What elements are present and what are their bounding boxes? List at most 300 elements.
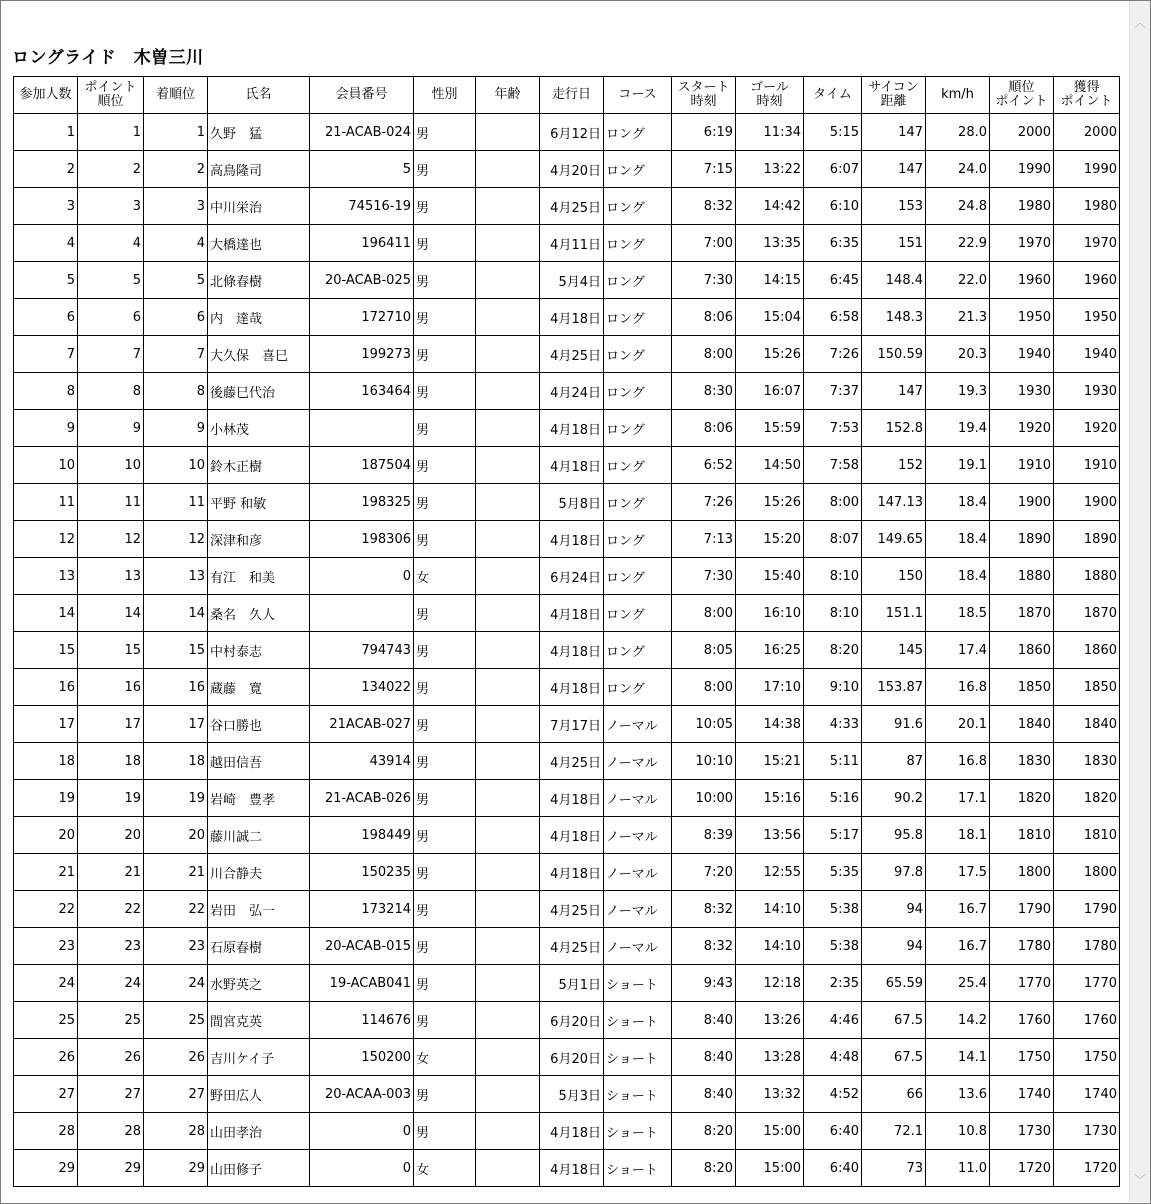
cell-course: ノーマル xyxy=(604,780,672,817)
cell-age xyxy=(476,410,540,447)
cell-point-rank: 26 xyxy=(78,1039,144,1076)
column-header-start-time: スタート 時刻 xyxy=(672,77,736,114)
cell-goal-time: 15:59 xyxy=(736,410,804,447)
cell-ride-date: 4月18日 xyxy=(540,595,604,632)
cell-earned-points: 1830 xyxy=(1054,743,1120,780)
cell-gender: 男 xyxy=(414,521,476,558)
cell-course: ノーマル xyxy=(604,928,672,965)
table-row xyxy=(14,891,1120,928)
cell-point-rank: 24 xyxy=(78,965,144,1002)
cell-age xyxy=(476,891,540,928)
cell-elapsed-time: 5:17 xyxy=(804,817,862,854)
cell-age xyxy=(476,188,540,225)
cell-cyclocomputer-distance: 72.1 xyxy=(862,1113,926,1150)
cell-start-time: 8:00 xyxy=(672,669,736,706)
cell-course: ロング xyxy=(604,373,672,410)
cell-finish-rank: 10 xyxy=(144,447,208,484)
cell-age xyxy=(476,632,540,669)
cell-course: ロング xyxy=(604,114,672,151)
cell-goal-time: 13:32 xyxy=(736,1076,804,1113)
cell-ride-date: 4月18日 xyxy=(540,410,604,447)
cell-name: 吉川ケイ子 xyxy=(208,1039,310,1076)
cell-start-time: 10:05 xyxy=(672,706,736,743)
vertical-scrollbar[interactable] xyxy=(1129,1,1150,1202)
cell-gender: 女 xyxy=(414,1039,476,1076)
table-row xyxy=(14,114,1120,151)
cell-age xyxy=(476,669,540,706)
cell-participant-count: 17 xyxy=(14,706,78,743)
cell-goal-time: 13:22 xyxy=(736,151,804,188)
table-row xyxy=(14,595,1120,632)
cell-earned-points: 1800 xyxy=(1054,854,1120,891)
cell-speed-kmh: 10.8 xyxy=(926,1113,990,1150)
cell-point-rank: 11 xyxy=(78,484,144,521)
cell-age xyxy=(476,928,540,965)
cell-course: ロング xyxy=(604,410,672,447)
cell-name: 岩田 弘一 xyxy=(208,891,310,928)
cell-ride-date: 4月25日 xyxy=(540,743,604,780)
chevron-down-icon[interactable]: ﹀ xyxy=(1133,1173,1146,1187)
cell-member-number: 0 xyxy=(310,1150,414,1187)
cell-earned-points: 2000 xyxy=(1054,114,1120,151)
cell-rank-points: 1980 xyxy=(990,188,1054,225)
cell-rank-points: 1860 xyxy=(990,632,1054,669)
cell-participant-count: 23 xyxy=(14,928,78,965)
cell-start-time: 8:00 xyxy=(672,595,736,632)
cell-finish-rank: 15 xyxy=(144,632,208,669)
cell-rank-points: 1900 xyxy=(990,484,1054,521)
cell-name: 桑名 久人 xyxy=(208,595,310,632)
cell-gender: 男 xyxy=(414,1113,476,1150)
table-row xyxy=(14,447,1120,484)
cell-finish-rank: 14 xyxy=(144,595,208,632)
cell-start-time: 8:32 xyxy=(672,928,736,965)
cell-name: 岩崎 豊孝 xyxy=(208,780,310,817)
cell-finish-rank: 4 xyxy=(144,225,208,262)
cell-gender: 男 xyxy=(414,188,476,225)
table-row xyxy=(14,1002,1120,1039)
cell-start-time: 8:32 xyxy=(672,891,736,928)
column-header-name: 氏名 xyxy=(208,77,310,114)
cell-elapsed-time: 9:10 xyxy=(804,669,862,706)
cell-gender: 女 xyxy=(414,1150,476,1187)
cell-finish-rank: 5 xyxy=(144,262,208,299)
cell-course: ロング xyxy=(604,484,672,521)
cell-participant-count: 13 xyxy=(14,558,78,595)
cell-point-rank: 5 xyxy=(78,262,144,299)
cell-gender: 男 xyxy=(414,484,476,521)
cell-member-number: 794743 xyxy=(310,632,414,669)
table-row xyxy=(14,743,1120,780)
cell-elapsed-time: 5:35 xyxy=(804,854,862,891)
cell-point-rank: 15 xyxy=(78,632,144,669)
table-body xyxy=(14,114,1120,1187)
cell-finish-rank: 25 xyxy=(144,1002,208,1039)
cell-elapsed-time: 6:07 xyxy=(804,151,862,188)
cell-speed-kmh: 22.0 xyxy=(926,262,990,299)
cell-speed-kmh: 11.0 xyxy=(926,1150,990,1187)
cell-gender: 男 xyxy=(414,706,476,743)
cell-member-number: 21-ACAB-024 xyxy=(310,114,414,151)
cell-age xyxy=(476,151,540,188)
cell-course: ロング xyxy=(604,225,672,262)
cell-participant-count: 4 xyxy=(14,225,78,262)
cell-member-number: 43914 xyxy=(310,743,414,780)
cell-course: ロング xyxy=(604,151,672,188)
cell-participant-count: 15 xyxy=(14,632,78,669)
cell-cyclocomputer-distance: 151.1 xyxy=(862,595,926,632)
cell-earned-points: 1740 xyxy=(1054,1076,1120,1113)
table-row xyxy=(14,484,1120,521)
cell-name: 内 達哉 xyxy=(208,299,310,336)
cell-speed-kmh: 18.4 xyxy=(926,484,990,521)
cell-gender: 男 xyxy=(414,817,476,854)
cell-member-number: 150200 xyxy=(310,1039,414,1076)
table-row xyxy=(14,410,1120,447)
cell-finish-rank: 28 xyxy=(144,1113,208,1150)
cell-ride-date: 4月18日 xyxy=(540,521,604,558)
cell-cyclocomputer-distance: 148.4 xyxy=(862,262,926,299)
cell-participant-count: 11 xyxy=(14,484,78,521)
cell-rank-points: 1810 xyxy=(990,817,1054,854)
cell-course: ロング xyxy=(604,262,672,299)
column-header-rank-points: 順位 ポイント xyxy=(990,77,1054,114)
cell-gender: 男 xyxy=(414,1076,476,1113)
cell-earned-points: 1730 xyxy=(1054,1113,1120,1150)
cell-point-rank: 18 xyxy=(78,743,144,780)
cell-finish-rank: 20 xyxy=(144,817,208,854)
cell-gender: 男 xyxy=(414,669,476,706)
cell-goal-time: 15:00 xyxy=(736,1113,804,1150)
cell-start-time: 9:43 xyxy=(672,965,736,1002)
cell-elapsed-time: 6:45 xyxy=(804,262,862,299)
cell-elapsed-time: 8:10 xyxy=(804,595,862,632)
cell-earned-points: 1970 xyxy=(1054,225,1120,262)
cell-course: ロング xyxy=(604,447,672,484)
cell-rank-points: 1770 xyxy=(990,965,1054,1002)
cell-goal-time: 15:26 xyxy=(736,336,804,373)
cell-rank-points: 1910 xyxy=(990,447,1054,484)
cell-cyclocomputer-distance: 94 xyxy=(862,891,926,928)
cell-course: ノーマル xyxy=(604,743,672,780)
cell-point-rank: 29 xyxy=(78,1150,144,1187)
cell-age xyxy=(476,447,540,484)
cell-elapsed-time: 6:35 xyxy=(804,225,862,262)
cell-age xyxy=(476,262,540,299)
cell-rank-points: 1750 xyxy=(990,1039,1054,1076)
cell-gender: 男 xyxy=(414,299,476,336)
cell-cyclocomputer-distance: 153.87 xyxy=(862,669,926,706)
cell-ride-date: 6月20日 xyxy=(540,1002,604,1039)
cell-goal-time: 15:04 xyxy=(736,299,804,336)
column-header-course: コース xyxy=(604,77,672,114)
cell-age xyxy=(476,1039,540,1076)
cell-cyclocomputer-distance: 151 xyxy=(862,225,926,262)
cell-point-rank: 2 xyxy=(78,151,144,188)
table-row xyxy=(14,817,1120,854)
cell-course: ロング xyxy=(604,188,672,225)
table-row xyxy=(14,928,1120,965)
cell-elapsed-time: 4:52 xyxy=(804,1076,862,1113)
cell-start-time: 7:15 xyxy=(672,151,736,188)
cell-finish-rank: 9 xyxy=(144,410,208,447)
cell-name: 小林茂 xyxy=(208,410,310,447)
cell-name: 後藤巳代治 xyxy=(208,373,310,410)
cell-finish-rank: 3 xyxy=(144,188,208,225)
cell-member-number: 19-ACAB041 xyxy=(310,965,414,1002)
cell-goal-time: 14:38 xyxy=(736,706,804,743)
cell-name: 中川栄治 xyxy=(208,188,310,225)
cell-name: 北條春樹 xyxy=(208,262,310,299)
cell-course: ショート xyxy=(604,1113,672,1150)
column-header-ride-date: 走行日 xyxy=(540,77,604,114)
table-row xyxy=(14,1150,1120,1187)
cell-finish-rank: 17 xyxy=(144,706,208,743)
table-row xyxy=(14,373,1120,410)
cell-gender: 男 xyxy=(414,632,476,669)
column-header-earned-points: 獲得 ポイント xyxy=(1054,77,1120,114)
cell-point-rank: 9 xyxy=(78,410,144,447)
cell-speed-kmh: 17.1 xyxy=(926,780,990,817)
cell-earned-points: 1960 xyxy=(1054,262,1120,299)
cell-age xyxy=(476,780,540,817)
cell-participant-count: 3 xyxy=(14,188,78,225)
cell-goal-time: 11:34 xyxy=(736,114,804,151)
cell-goal-time: 16:25 xyxy=(736,632,804,669)
table-row xyxy=(14,1076,1120,1113)
cell-earned-points: 1890 xyxy=(1054,521,1120,558)
cell-elapsed-time: 5:15 xyxy=(804,114,862,151)
cell-point-rank: 3 xyxy=(78,188,144,225)
cell-rank-points: 1760 xyxy=(990,1002,1054,1039)
table-header-row xyxy=(14,77,1120,114)
cell-start-time: 8:06 xyxy=(672,299,736,336)
table-row xyxy=(14,188,1120,225)
cell-age xyxy=(476,1002,540,1039)
cell-earned-points: 1880 xyxy=(1054,558,1120,595)
cell-name: 鈴木正樹 xyxy=(208,447,310,484)
cell-goal-time: 13:56 xyxy=(736,817,804,854)
cell-course: ノーマル xyxy=(604,706,672,743)
cell-course: ノーマル xyxy=(604,854,672,891)
cell-goal-time: 14:15 xyxy=(736,262,804,299)
cell-speed-kmh: 16.8 xyxy=(926,669,990,706)
table-row xyxy=(14,669,1120,706)
cell-participant-count: 22 xyxy=(14,891,78,928)
cell-elapsed-time: 7:37 xyxy=(804,373,862,410)
cell-ride-date: 4月25日 xyxy=(540,188,604,225)
cell-age xyxy=(476,1150,540,1187)
cell-elapsed-time: 5:16 xyxy=(804,780,862,817)
cell-rank-points: 1830 xyxy=(990,743,1054,780)
cell-participant-count: 20 xyxy=(14,817,78,854)
cell-speed-kmh: 14.1 xyxy=(926,1039,990,1076)
cell-ride-date: 5月3日 xyxy=(540,1076,604,1113)
cell-ride-date: 4月18日 xyxy=(540,632,604,669)
cell-member-number: 134022 xyxy=(310,669,414,706)
cell-rank-points: 1970 xyxy=(990,225,1054,262)
cell-finish-rank: 29 xyxy=(144,1150,208,1187)
cell-start-time: 6:19 xyxy=(672,114,736,151)
cell-elapsed-time: 8:00 xyxy=(804,484,862,521)
cell-gender: 男 xyxy=(414,447,476,484)
cell-finish-rank: 26 xyxy=(144,1039,208,1076)
cell-participant-count: 9 xyxy=(14,410,78,447)
cell-rank-points: 1740 xyxy=(990,1076,1054,1113)
cell-ride-date: 4月25日 xyxy=(540,336,604,373)
cell-age xyxy=(476,336,540,373)
table-row xyxy=(14,780,1120,817)
cell-point-rank: 21 xyxy=(78,854,144,891)
cell-speed-kmh: 19.3 xyxy=(926,373,990,410)
cell-earned-points: 1980 xyxy=(1054,188,1120,225)
cell-goal-time: 17:10 xyxy=(736,669,804,706)
cell-start-time: 10:10 xyxy=(672,743,736,780)
cell-rank-points: 1780 xyxy=(990,928,1054,965)
cell-rank-points: 1930 xyxy=(990,373,1054,410)
cell-start-time: 7:30 xyxy=(672,262,736,299)
cell-start-time: 7:30 xyxy=(672,558,736,595)
cell-cyclocomputer-distance: 87 xyxy=(862,743,926,780)
cell-age xyxy=(476,706,540,743)
cell-start-time: 8:06 xyxy=(672,410,736,447)
cell-member-number: 20-ACAA-003 xyxy=(310,1076,414,1113)
cell-start-time: 6:52 xyxy=(672,447,736,484)
cell-point-rank: 4 xyxy=(78,225,144,262)
cell-ride-date: 4月24日 xyxy=(540,373,604,410)
table-row xyxy=(14,965,1120,1002)
cell-point-rank: 23 xyxy=(78,928,144,965)
cell-rank-points: 1890 xyxy=(990,521,1054,558)
cell-elapsed-time: 2:35 xyxy=(804,965,862,1002)
cell-start-time: 7:00 xyxy=(672,225,736,262)
cell-point-rank: 12 xyxy=(78,521,144,558)
cell-ride-date: 4月18日 xyxy=(540,1150,604,1187)
cell-cyclocomputer-distance: 94 xyxy=(862,928,926,965)
cell-speed-kmh: 19.4 xyxy=(926,410,990,447)
cell-member-number: 198449 xyxy=(310,817,414,854)
cell-rank-points: 2000 xyxy=(990,114,1054,151)
cell-elapsed-time: 5:11 xyxy=(804,743,862,780)
table-row xyxy=(14,262,1120,299)
cell-finish-rank: 7 xyxy=(144,336,208,373)
cell-participant-count: 10 xyxy=(14,447,78,484)
cell-cyclocomputer-distance: 150.59 xyxy=(862,336,926,373)
cell-member-number: 150235 xyxy=(310,854,414,891)
cell-cyclocomputer-distance: 95.8 xyxy=(862,817,926,854)
cell-goal-time: 12:55 xyxy=(736,854,804,891)
cell-start-time: 8:05 xyxy=(672,632,736,669)
cell-course: ロング xyxy=(604,558,672,595)
cell-ride-date: 4月11日 xyxy=(540,225,604,262)
cell-earned-points: 1910 xyxy=(1054,447,1120,484)
cell-elapsed-time: 7:58 xyxy=(804,447,862,484)
cell-rank-points: 1820 xyxy=(990,780,1054,817)
cell-point-rank: 8 xyxy=(78,373,144,410)
column-header-cyclocomputer-distance: サイコン 距離 xyxy=(862,77,926,114)
cell-earned-points: 1850 xyxy=(1054,669,1120,706)
cell-age xyxy=(476,965,540,1002)
cell-speed-kmh: 18.4 xyxy=(926,558,990,595)
cell-name: 間宮克英 xyxy=(208,1002,310,1039)
cell-finish-rank: 24 xyxy=(144,965,208,1002)
cell-start-time: 8:20 xyxy=(672,1113,736,1150)
cell-goal-time: 14:10 xyxy=(736,891,804,928)
cell-elapsed-time: 4:46 xyxy=(804,1002,862,1039)
cell-age xyxy=(476,299,540,336)
table-row xyxy=(14,1113,1120,1150)
cell-course: ロング xyxy=(604,299,672,336)
cell-cyclocomputer-distance: 147.13 xyxy=(862,484,926,521)
cell-member-number: 198325 xyxy=(310,484,414,521)
cell-participant-count: 25 xyxy=(14,1002,78,1039)
cell-gender: 男 xyxy=(414,373,476,410)
cell-member-number: 20-ACAB-015 xyxy=(310,928,414,965)
cell-rank-points: 1920 xyxy=(990,410,1054,447)
cell-member-number: 198306 xyxy=(310,521,414,558)
cell-goal-time: 15:00 xyxy=(736,1150,804,1187)
cell-ride-date: 4月18日 xyxy=(540,1113,604,1150)
cell-course: ロング xyxy=(604,521,672,558)
cell-goal-time: 15:26 xyxy=(736,484,804,521)
cell-ride-date: 4月18日 xyxy=(540,780,604,817)
cell-gender: 男 xyxy=(414,891,476,928)
cell-finish-rank: 19 xyxy=(144,780,208,817)
cell-earned-points: 1920 xyxy=(1054,410,1120,447)
cell-earned-points: 1780 xyxy=(1054,928,1120,965)
cell-age xyxy=(476,521,540,558)
chevron-up-icon[interactable]: ︿ xyxy=(1133,16,1146,30)
cell-rank-points: 1720 xyxy=(990,1150,1054,1187)
cell-gender: 男 xyxy=(414,410,476,447)
cell-cyclocomputer-distance: 90.2 xyxy=(862,780,926,817)
cell-name: 藤川誠二 xyxy=(208,817,310,854)
cell-cyclocomputer-distance: 147 xyxy=(862,373,926,410)
column-header-goal-time: ゴール 時刻 xyxy=(736,77,804,114)
cell-age xyxy=(476,484,540,521)
cell-speed-kmh: 13.6 xyxy=(926,1076,990,1113)
cell-participant-count: 28 xyxy=(14,1113,78,1150)
cell-speed-kmh: 20.3 xyxy=(926,336,990,373)
cell-participant-count: 1 xyxy=(14,114,78,151)
cell-earned-points: 1930 xyxy=(1054,373,1120,410)
cell-ride-date: 6月12日 xyxy=(540,114,604,151)
cell-course: ショート xyxy=(604,965,672,1002)
cell-cyclocomputer-distance: 148.3 xyxy=(862,299,926,336)
cell-point-rank: 22 xyxy=(78,891,144,928)
column-header-point-rank: ポイント 順位 xyxy=(78,77,144,114)
column-header-participant-count: 参加人数 xyxy=(14,77,78,114)
cell-ride-date: 4月18日 xyxy=(540,854,604,891)
cell-ride-date: 5月1日 xyxy=(540,965,604,1002)
cell-member-number: 0 xyxy=(310,558,414,595)
column-header-finish-rank: 着順位 xyxy=(144,77,208,114)
cell-finish-rank: 22 xyxy=(144,891,208,928)
cell-goal-time: 14:42 xyxy=(736,188,804,225)
cell-cyclocomputer-distance: 73 xyxy=(862,1150,926,1187)
cell-start-time: 8:40 xyxy=(672,1076,736,1113)
cell-speed-kmh: 17.4 xyxy=(926,632,990,669)
cell-participant-count: 2 xyxy=(14,151,78,188)
cell-course: ノーマル xyxy=(604,817,672,854)
cell-gender: 男 xyxy=(414,1002,476,1039)
cell-cyclocomputer-distance: 149.65 xyxy=(862,521,926,558)
cell-course: ショート xyxy=(604,1076,672,1113)
cell-goal-time: 14:10 xyxy=(736,928,804,965)
cell-speed-kmh: 20.1 xyxy=(926,706,990,743)
table-row xyxy=(14,225,1120,262)
cell-cyclocomputer-distance: 153 xyxy=(862,188,926,225)
